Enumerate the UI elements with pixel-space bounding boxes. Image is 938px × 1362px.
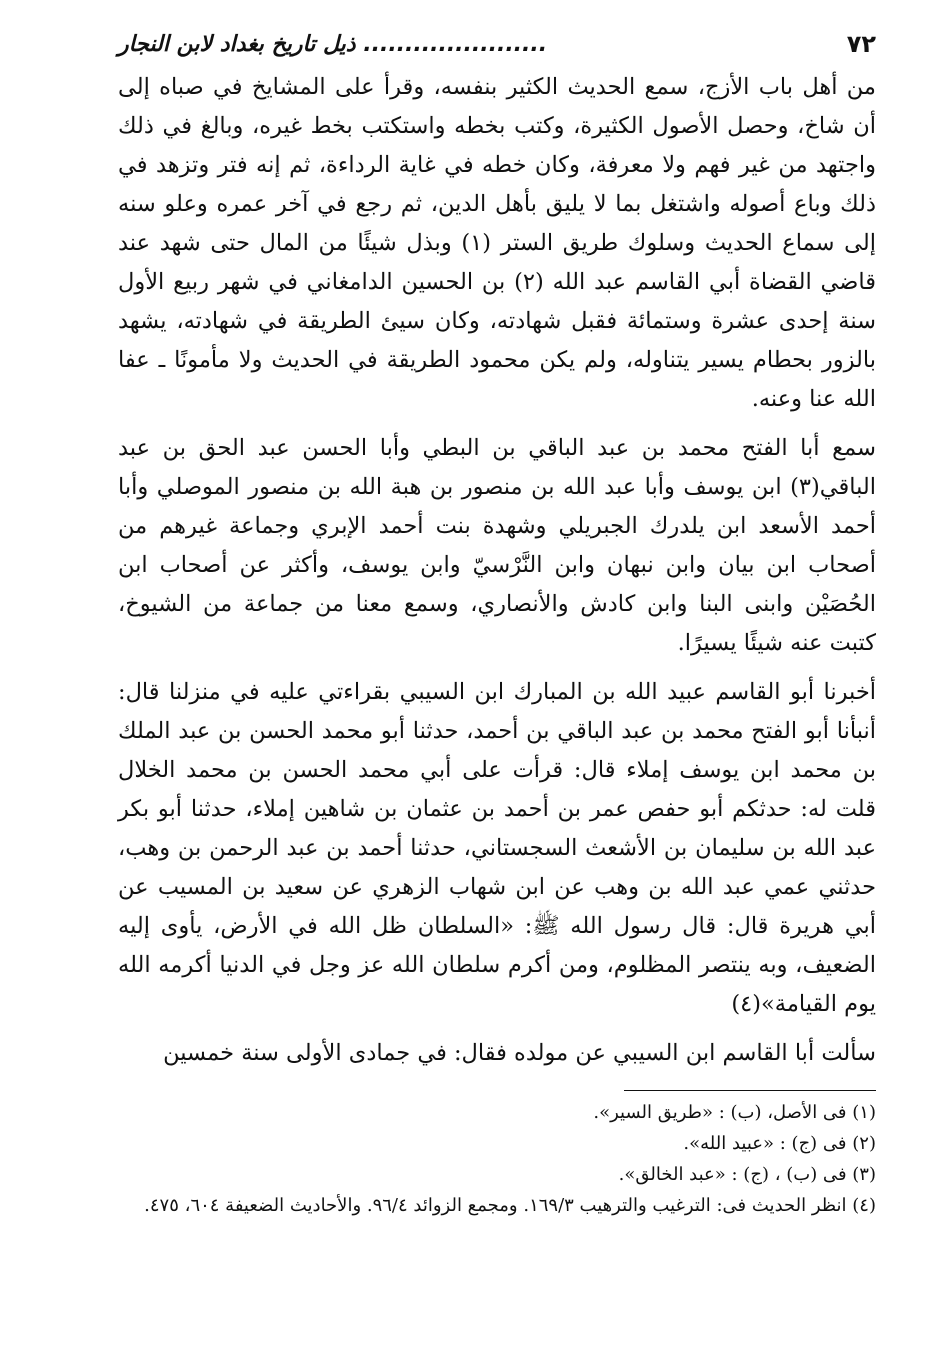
running-title: ...................... ذيل تاريخ بغداد لابن النجار bbox=[118, 31, 548, 57]
paragraph-hadith: أخبرنا أبو القاسم عبيد الله بن المبارك ابن السيبي بقراءتي عليه في منزلنا قال: أنبأنا أبو الفتح محمد بن عبد الباقي بن أحمد، حدثنا أبو محمد الحسن بن عبد الملك بن محمد ابن يوسف إملاء قال: قرأت على أبي محمد الحسن بن محمد الخلال قلت له: حدثكم أبو حفص عمر بن أحمد بن عثمان بن شاهين إملاء، حدثنا أبو بكر عبد الله بن سليمان بن الأشعث السجستاني، حدثنا أحمد بن عبد الرحمن بن وهب، حدثني عمي عبد الله بن وهب عن ابن شهاب الزهري عن سعيد بن المسيب عن أبي هريرة قال: قال رسول الله ﷺ: «السلطان ظل الله في الأرض، يأوى إليه الضعيف، وبه ينتصر المظلوم، ومن أكرم سلطان الله عز وجل في الدنيا أكرمه الله يوم القيامة»(٤) bbox=[118, 679, 876, 1017]
footnote-4: (٤) انظر الحديث فى: الترغيب والترهيب ١٦٩/٣. ومجمع الزوائد ٩٦/٤. والأحاديث الضعيفة ٦٠٤، ٤٧٥. bbox=[144, 1195, 876, 1216]
footnote-3: (٣) فى (ب) ، (ج) : «عبد الخالق». bbox=[618, 1164, 876, 1185]
paragraph-teachers: سمع أبا الفتح محمد بن عبد الباقي بن البطي وأبا الحسن عبد الحق بن عبد الباقي(٣) ابن يوسف وأبا عبد الله بن منصور بن هبة الله بن منصور الموصلي وأبا أحمد الأسعد ابن يلدرك الجبريلي وشهدة بنت أحمد الإبري وجماعة غيرهم من أصحاب ابن بيان وابن نبهان وابن النَّرْسيّ وابن يوسف، وأكثر عن أصحاب ابن الحُصَيْن وابنى البنا وابن كادش والأنصاري، وسمع معنا من جماعة من الشيوخ، كتبت عنه شيئًا يسيرًا. bbox=[118, 435, 876, 656]
paragraph-biography: من أهل باب الأزج، سمع الحديث الكثير بنفسه، وقرأ على المشايخ في صباه إلى أن شاخ، وحصل الأصول الكثيرة، وكتب بخطه واستكتب بخط غيره، وبالغ في ذلك واجتهد من غير فهم ولا معرفة، وكان خطه في غاية الرداءة، ثم إنه فتر وتزهد في ذلك وباع أصوله واشتغل بما لا يليق بأهل الدين، ثم رجع في آخر عمره وعلو سنه إلى سماع الحديث وسلوك طريق الستر (١) وبذل شيئًا من المال حتى شهد عند قاضي القضاة أبي القاسم عبد الله (٢) بن الحسين الدامغاني في شهر ربيع الأول سنة إحدى عشرة وستمائة فقبل شهادته، وكان سيئ الطريقة في شهادته، يشهد بالزور بحطام يسير يتناوله، ولم يكن محمود الطريقة في الحديث ولا مأمونًا ـ عفا الله عنا وعنه. bbox=[118, 74, 876, 412]
page-header bbox=[118, 24, 876, 64]
main-text bbox=[118, 68, 876, 1073]
paragraph-birth: سألت أبا القاسم ابن السيبي عن مولده فقال: في جمادى الأولى سنة خمسين bbox=[163, 1040, 876, 1066]
footnotes bbox=[118, 1097, 876, 1221]
footnote-2: (٢) فى (ج) : «عبيد الله». bbox=[683, 1133, 876, 1154]
page-number: ٧٢ bbox=[846, 30, 876, 58]
footnote-separator bbox=[624, 1090, 876, 1091]
footnote-1: (١) فى الأصل، (ب) : «طريق السير». bbox=[593, 1102, 876, 1123]
